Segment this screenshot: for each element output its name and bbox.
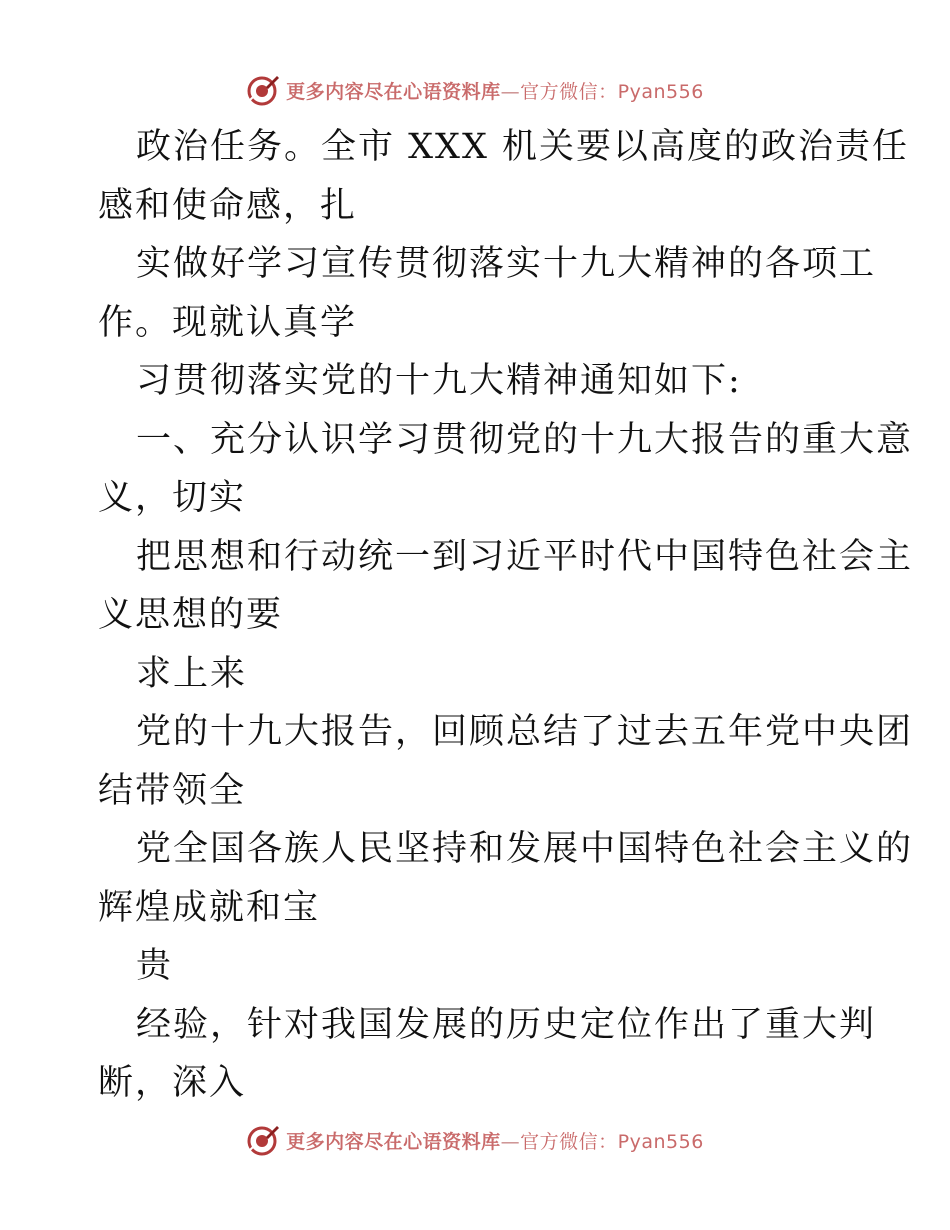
text-line: 习贯彻落实党的十九大精神通知如下: [136,361,742,401]
header-banner [0,70,950,110]
text-line: 感和使命感，扎 [98,185,358,226]
banner-main-text: 更多内容尽在心语资料库 [286,80,501,103]
banner-main-text: 更多内容尽在心语资料库 [286,1130,501,1153]
brush-pen-logo-icon [246,73,280,107]
text-line: 作。现就认真学 [98,302,358,343]
text-line: 党的十九大报告，回顾总结了过去五年党中央团 [136,712,914,752]
text-line: 一、充分认识学习贯彻党的十九大报告的重大意 [136,419,914,460]
document-body [98,118,914,1113]
banner-wechat-text: 官方微信：Pyan556 [520,80,704,103]
brush-pen-logo-icon [246,1123,280,1157]
banner-separator: — [500,1130,521,1153]
text-line: 经验，针对我国发展的历史定位作出了重大判 [136,1004,877,1045]
text-line: 党全国各族人民坚持和发展中国特色社会主义的 [136,829,914,869]
banner-wechat-text: 官方微信：Pyan556 [520,1130,704,1153]
text-line: 辉煌成就和宝 [98,887,321,928]
text-line: 义思想的要 [98,595,284,635]
footer-banner [0,1120,950,1160]
text-line: 把思想和行动统一到习近平时代中国特色社会主 [136,536,914,577]
text-line: 求上来 [136,653,248,694]
banner-text [286,1127,704,1154]
text-line: 断，深入 [98,1063,247,1103]
text-line: 实做好学习宣传贯彻落实十九大精神的各项工 [136,244,877,284]
text-line: 政治任务。全市 XXX 机关要以高度的政治责任 [136,127,910,167]
text-line: 义，切实 [98,478,247,518]
text-line: 贵 [136,946,174,986]
banner-text [286,77,704,104]
text-line: 结带领全 [98,770,247,811]
banner-separator: — [500,80,521,103]
